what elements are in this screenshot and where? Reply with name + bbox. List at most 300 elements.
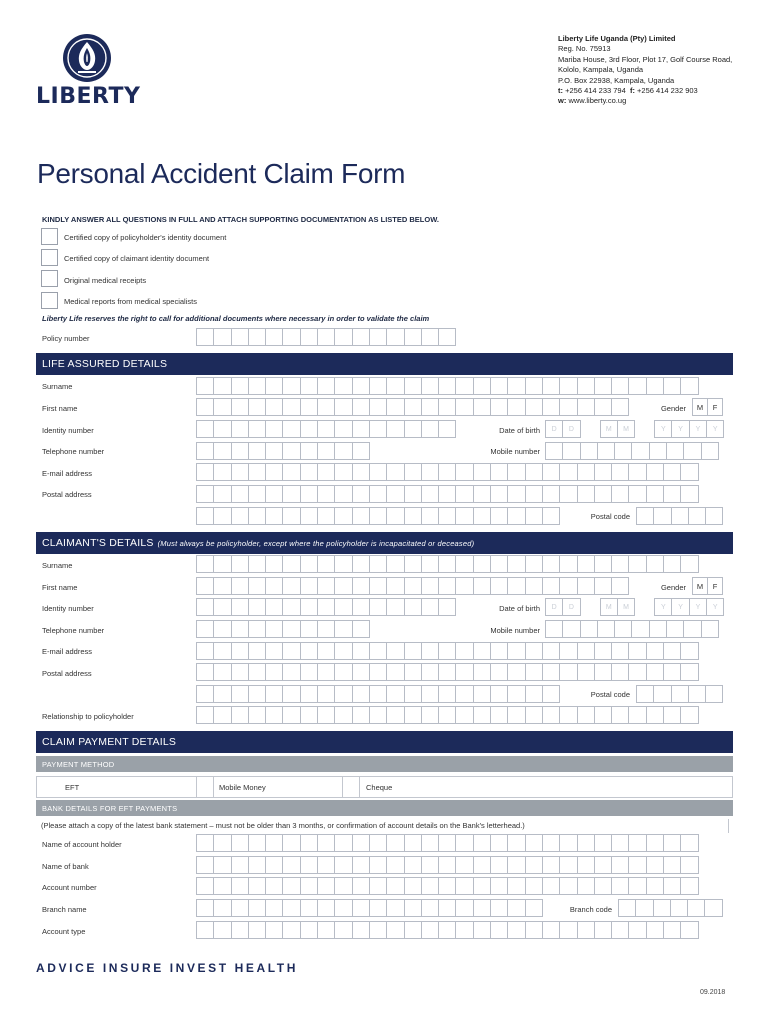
input-cell[interactable]: [334, 507, 352, 525]
input-cell[interactable]: [369, 899, 387, 917]
input-cell[interactable]: [282, 620, 300, 638]
input-cell[interactable]: [507, 706, 525, 724]
input-cell[interactable]: [386, 663, 404, 681]
input-cell[interactable]: [611, 555, 629, 573]
input-cell[interactable]: [231, 463, 249, 481]
input-cell[interactable]: [352, 328, 370, 346]
input-cell[interactable]: [196, 420, 214, 438]
input-cell[interactable]: [525, 877, 543, 895]
input-cell[interactable]: [386, 420, 404, 438]
dob-year-cell[interactable]: Y: [654, 420, 672, 438]
input-cell[interactable]: [352, 642, 370, 660]
input-cell[interactable]: [507, 877, 525, 895]
input-cell[interactable]: [455, 877, 473, 895]
input-cell[interactable]: [265, 377, 283, 395]
input-cell[interactable]: [282, 555, 300, 573]
input-cell[interactable]: [559, 834, 577, 852]
input-cell[interactable]: [317, 620, 335, 638]
input-cell[interactable]: [196, 856, 214, 874]
input-cell[interactable]: [597, 442, 615, 460]
input-cell[interactable]: [577, 555, 595, 573]
input-cell[interactable]: [663, 877, 681, 895]
dob-year-cell[interactable]: Y: [689, 598, 707, 616]
input-cell[interactable]: [542, 577, 560, 595]
input-cell[interactable]: [404, 463, 422, 481]
input-cell[interactable]: [542, 834, 560, 852]
input-cell[interactable]: [559, 706, 577, 724]
input-cell[interactable]: [334, 642, 352, 660]
cl-postal-line2[interactable]: [196, 685, 559, 703]
input-cell[interactable]: [213, 921, 231, 939]
input-cell[interactable]: [334, 620, 352, 638]
input-cell[interactable]: [455, 398, 473, 416]
input-cell[interactable]: [265, 485, 283, 503]
input-cell[interactable]: [663, 921, 681, 939]
input-cell[interactable]: [438, 328, 456, 346]
input-cell[interactable]: [438, 856, 456, 874]
dob-year-cell[interactable]: Y: [706, 420, 724, 438]
input-cell[interactable]: [542, 555, 560, 573]
input-cell[interactable]: [455, 463, 473, 481]
input-cell[interactable]: [231, 877, 249, 895]
input-cell[interactable]: [680, 663, 698, 681]
input-cell[interactable]: [542, 706, 560, 724]
input-cell[interactable]: [352, 442, 370, 460]
input-cell[interactable]: [231, 555, 249, 573]
input-cell[interactable]: [628, 642, 646, 660]
dob-year-cell[interactable]: Y: [671, 598, 689, 616]
input-cell[interactable]: [646, 856, 664, 874]
input-cell[interactable]: [248, 442, 266, 460]
input-cell[interactable]: [680, 834, 698, 852]
input-cell[interactable]: [473, 834, 491, 852]
input-cell[interactable]: [248, 642, 266, 660]
input-cell[interactable]: [334, 442, 352, 460]
input-cell[interactable]: [559, 398, 577, 416]
input-cell[interactable]: [628, 485, 646, 503]
input-cell[interactable]: [438, 877, 456, 895]
input-cell[interactable]: [646, 834, 664, 852]
input-cell[interactable]: [421, 420, 439, 438]
input-cell[interactable]: [369, 856, 387, 874]
input-cell[interactable]: [352, 377, 370, 395]
input-cell[interactable]: [421, 706, 439, 724]
input-cell[interactable]: [369, 706, 387, 724]
input-cell[interactable]: [352, 577, 370, 595]
input-cell[interactable]: [369, 485, 387, 503]
cl-idnumber-field[interactable]: [196, 598, 455, 616]
input-cell[interactable]: [282, 377, 300, 395]
la-gender-m[interactable]: M: [692, 398, 708, 416]
input-cell[interactable]: [421, 642, 439, 660]
input-cell[interactable]: [196, 877, 214, 895]
input-cell[interactable]: [614, 442, 632, 460]
input-cell[interactable]: [507, 577, 525, 595]
input-cell[interactable]: [421, 507, 439, 525]
input-cell[interactable]: [438, 598, 456, 616]
input-cell[interactable]: [265, 856, 283, 874]
input-cell[interactable]: [317, 398, 335, 416]
input-cell[interactable]: [455, 899, 473, 917]
input-cell[interactable]: [646, 921, 664, 939]
input-cell[interactable]: [704, 899, 722, 917]
input-cell[interactable]: [369, 877, 387, 895]
input-cell[interactable]: [213, 555, 231, 573]
input-cell[interactable]: [455, 577, 473, 595]
input-cell[interactable]: [404, 398, 422, 416]
input-cell[interactable]: [300, 577, 318, 595]
input-cell[interactable]: [213, 834, 231, 852]
input-cell[interactable]: [352, 555, 370, 573]
input-cell[interactable]: [577, 398, 595, 416]
input-cell[interactable]: [317, 834, 335, 852]
input-cell[interactable]: [438, 398, 456, 416]
input-cell[interactable]: [213, 398, 231, 416]
input-cell[interactable]: [334, 577, 352, 595]
input-cell[interactable]: [282, 463, 300, 481]
input-cell[interactable]: [490, 685, 508, 703]
input-cell[interactable]: [265, 463, 283, 481]
input-cell[interactable]: [300, 398, 318, 416]
cl-gender-options[interactable]: [692, 577, 722, 595]
input-cell[interactable]: [386, 577, 404, 595]
input-cell[interactable]: [282, 856, 300, 874]
input-cell[interactable]: [352, 899, 370, 917]
input-cell[interactable]: [300, 877, 318, 895]
input-cell[interactable]: [421, 463, 439, 481]
input-cell[interactable]: [369, 685, 387, 703]
input-cell[interactable]: [248, 555, 266, 573]
input-cell[interactable]: [455, 706, 473, 724]
input-cell[interactable]: [404, 899, 422, 917]
input-cell[interactable]: [404, 685, 422, 703]
input-cell[interactable]: [404, 642, 422, 660]
input-cell[interactable]: [611, 921, 629, 939]
input-cell[interactable]: [646, 706, 664, 724]
input-cell[interactable]: [248, 598, 266, 616]
input-cell[interactable]: [525, 577, 543, 595]
input-cell[interactable]: [594, 555, 612, 573]
input-cell[interactable]: [386, 921, 404, 939]
input-cell[interactable]: [438, 485, 456, 503]
input-cell[interactable]: [282, 485, 300, 503]
input-cell[interactable]: [369, 921, 387, 939]
input-cell[interactable]: [231, 921, 249, 939]
input-cell[interactable]: [542, 642, 560, 660]
input-cell[interactable]: [490, 856, 508, 874]
input-cell[interactable]: [646, 485, 664, 503]
input-cell[interactable]: [213, 377, 231, 395]
input-cell[interactable]: [421, 398, 439, 416]
input-cell[interactable]: [317, 328, 335, 346]
input-cell[interactable]: [300, 485, 318, 503]
input-cell[interactable]: [490, 463, 508, 481]
input-cell[interactable]: [594, 663, 612, 681]
input-cell[interactable]: [231, 377, 249, 395]
input-cell[interactable]: [300, 620, 318, 638]
dob-month-cell[interactable]: M: [617, 420, 635, 438]
input-cell[interactable]: [421, 685, 439, 703]
dob-day-cell[interactable]: D: [562, 598, 580, 616]
input-cell[interactable]: [386, 377, 404, 395]
input-cell[interactable]: [559, 555, 577, 573]
input-cell[interactable]: [248, 685, 266, 703]
input-cell[interactable]: [611, 377, 629, 395]
input-cell[interactable]: [663, 377, 681, 395]
input-cell[interactable]: [248, 507, 266, 525]
dob-year-cell[interactable]: Y: [689, 420, 707, 438]
input-cell[interactable]: [196, 899, 214, 917]
doc-checkbox-1[interactable]: [41, 228, 58, 245]
input-cell[interactable]: [248, 877, 266, 895]
input-cell[interactable]: [317, 685, 335, 703]
input-cell[interactable]: [282, 921, 300, 939]
input-cell[interactable]: [577, 377, 595, 395]
input-cell[interactable]: [352, 856, 370, 874]
mobile-money-checkbox[interactable]: [196, 777, 214, 797]
input-cell[interactable]: [438, 899, 456, 917]
input-cell[interactable]: [683, 620, 701, 638]
input-cell[interactable]: [611, 834, 629, 852]
input-cell[interactable]: [438, 555, 456, 573]
input-cell[interactable]: [352, 620, 370, 638]
input-cell[interactable]: [300, 921, 318, 939]
input-cell[interactable]: [386, 507, 404, 525]
input-cell[interactable]: [282, 877, 300, 895]
input-cell[interactable]: [507, 463, 525, 481]
input-cell[interactable]: [628, 663, 646, 681]
input-cell[interactable]: [577, 642, 595, 660]
input-cell[interactable]: [490, 398, 508, 416]
input-cell[interactable]: [421, 834, 439, 852]
input-cell[interactable]: [562, 442, 580, 460]
input-cell[interactable]: [300, 555, 318, 573]
input-cell[interactable]: [196, 642, 214, 660]
input-cell[interactable]: [334, 706, 352, 724]
input-cell[interactable]: [421, 377, 439, 395]
input-cell[interactable]: [594, 463, 612, 481]
input-cell[interactable]: [317, 899, 335, 917]
input-cell[interactable]: [580, 442, 598, 460]
input-cell[interactable]: [438, 463, 456, 481]
input-cell[interactable]: [213, 620, 231, 638]
input-cell[interactable]: [404, 856, 422, 874]
input-cell[interactable]: [525, 485, 543, 503]
input-cell[interactable]: [611, 706, 629, 724]
input-cell[interactable]: [369, 598, 387, 616]
input-cell[interactable]: [559, 577, 577, 595]
input-cell[interactable]: [525, 398, 543, 416]
input-cell[interactable]: [542, 921, 560, 939]
input-cell[interactable]: [265, 398, 283, 416]
input-cell[interactable]: [404, 507, 422, 525]
input-cell[interactable]: [577, 463, 595, 481]
policy-number-field[interactable]: [196, 328, 455, 346]
input-cell[interactable]: [525, 856, 543, 874]
input-cell[interactable]: [577, 921, 595, 939]
input-cell[interactable]: [525, 706, 543, 724]
input-cell[interactable]: [507, 685, 525, 703]
input-cell[interactable]: [282, 598, 300, 616]
input-cell[interactable]: [653, 507, 671, 525]
input-cell[interactable]: [628, 921, 646, 939]
input-cell[interactable]: [369, 834, 387, 852]
input-cell[interactable]: [386, 598, 404, 616]
input-cell[interactable]: [265, 555, 283, 573]
input-cell[interactable]: [231, 834, 249, 852]
input-cell[interactable]: [317, 485, 335, 503]
input-cell[interactable]: [196, 328, 214, 346]
la-email-field[interactable]: [196, 463, 698, 481]
input-cell[interactable]: [455, 685, 473, 703]
input-cell[interactable]: [421, 856, 439, 874]
cl-postalcode-field[interactable]: [636, 685, 722, 703]
input-cell[interactable]: [507, 555, 525, 573]
input-cell[interactable]: [317, 442, 335, 460]
cl-email-field[interactable]: [196, 642, 698, 660]
input-cell[interactable]: [265, 921, 283, 939]
input-cell[interactable]: [663, 834, 681, 852]
input-cell[interactable]: [438, 663, 456, 681]
input-cell[interactable]: [559, 485, 577, 503]
input-cell[interactable]: [628, 555, 646, 573]
input-cell[interactable]: [265, 420, 283, 438]
input-cell[interactable]: [317, 856, 335, 874]
input-cell[interactable]: [248, 463, 266, 481]
input-cell[interactable]: [386, 398, 404, 416]
input-cell[interactable]: [455, 834, 473, 852]
input-cell[interactable]: [386, 328, 404, 346]
input-cell[interactable]: [683, 442, 701, 460]
input-cell[interactable]: [282, 420, 300, 438]
input-cell[interactable]: [282, 507, 300, 525]
dob-day-cell[interactable]: D: [545, 598, 563, 616]
account-number-field[interactable]: [196, 877, 698, 895]
input-cell[interactable]: [421, 555, 439, 573]
input-cell[interactable]: [248, 398, 266, 416]
input-cell[interactable]: [490, 921, 508, 939]
input-cell[interactable]: [636, 685, 654, 703]
input-cell[interactable]: [490, 642, 508, 660]
input-cell[interactable]: [701, 442, 719, 460]
input-cell[interactable]: [594, 921, 612, 939]
input-cell[interactable]: [334, 856, 352, 874]
input-cell[interactable]: [473, 856, 491, 874]
input-cell[interactable]: [334, 834, 352, 852]
input-cell[interactable]: [404, 834, 422, 852]
input-cell[interactable]: [265, 442, 283, 460]
input-cell[interactable]: [352, 663, 370, 681]
input-cell[interactable]: [196, 620, 214, 638]
dob-day-cell[interactable]: D: [562, 420, 580, 438]
input-cell[interactable]: [282, 642, 300, 660]
input-cell[interactable]: [559, 856, 577, 874]
input-cell[interactable]: [611, 877, 629, 895]
input-cell[interactable]: [352, 398, 370, 416]
input-cell[interactable]: [666, 442, 684, 460]
input-cell[interactable]: [542, 663, 560, 681]
input-cell[interactable]: [213, 663, 231, 681]
la-idnumber-field[interactable]: [196, 420, 455, 438]
input-cell[interactable]: [265, 899, 283, 917]
input-cell[interactable]: [636, 507, 654, 525]
input-cell[interactable]: [628, 834, 646, 852]
input-cell[interactable]: [421, 598, 439, 616]
input-cell[interactable]: [614, 620, 632, 638]
input-cell[interactable]: [404, 577, 422, 595]
input-cell[interactable]: [282, 834, 300, 852]
cheque-checkbox[interactable]: [342, 777, 360, 797]
input-cell[interactable]: [317, 877, 335, 895]
input-cell[interactable]: [282, 577, 300, 595]
input-cell[interactable]: [248, 899, 266, 917]
input-cell[interactable]: [562, 620, 580, 638]
input-cell[interactable]: [559, 463, 577, 481]
input-cell[interactable]: [525, 507, 543, 525]
input-cell[interactable]: [317, 921, 335, 939]
input-cell[interactable]: [680, 555, 698, 573]
input-cell[interactable]: [213, 420, 231, 438]
input-cell[interactable]: [317, 555, 335, 573]
cl-telephone-field[interactable]: [196, 620, 369, 638]
input-cell[interactable]: [317, 420, 335, 438]
input-cell[interactable]: [231, 663, 249, 681]
input-cell[interactable]: [507, 899, 525, 917]
input-cell[interactable]: [404, 555, 422, 573]
input-cell[interactable]: [369, 420, 387, 438]
input-cell[interactable]: [334, 555, 352, 573]
input-cell[interactable]: [300, 899, 318, 917]
input-cell[interactable]: [680, 921, 698, 939]
input-cell[interactable]: [611, 642, 629, 660]
input-cell[interactable]: [473, 377, 491, 395]
input-cell[interactable]: [635, 899, 653, 917]
cl-mobile-field[interactable]: [545, 620, 718, 638]
input-cell[interactable]: [196, 507, 214, 525]
input-cell[interactable]: [369, 507, 387, 525]
input-cell[interactable]: [196, 442, 214, 460]
cl-dob-field[interactable]: [545, 598, 723, 616]
input-cell[interactable]: [317, 577, 335, 595]
input-cell[interactable]: [649, 620, 667, 638]
input-cell[interactable]: [248, 328, 266, 346]
input-cell[interactable]: [334, 463, 352, 481]
account-type-field[interactable]: [196, 921, 698, 939]
input-cell[interactable]: [438, 377, 456, 395]
input-cell[interactable]: [631, 442, 649, 460]
input-cell[interactable]: [317, 706, 335, 724]
input-cell[interactable]: [421, 877, 439, 895]
input-cell[interactable]: [628, 856, 646, 874]
input-cell[interactable]: [404, 485, 422, 503]
input-cell[interactable]: [404, 328, 422, 346]
input-cell[interactable]: [577, 663, 595, 681]
input-cell[interactable]: [231, 328, 249, 346]
input-cell[interactable]: [300, 442, 318, 460]
input-cell[interactable]: [525, 921, 543, 939]
input-cell[interactable]: [559, 377, 577, 395]
input-cell[interactable]: [438, 685, 456, 703]
input-cell[interactable]: [265, 577, 283, 595]
input-cell[interactable]: [507, 856, 525, 874]
input-cell[interactable]: [196, 834, 214, 852]
input-cell[interactable]: [213, 463, 231, 481]
input-cell[interactable]: [594, 856, 612, 874]
input-cell[interactable]: [300, 856, 318, 874]
input-cell[interactable]: [577, 856, 595, 874]
input-cell[interactable]: [473, 642, 491, 660]
input-cell[interactable]: [631, 620, 649, 638]
